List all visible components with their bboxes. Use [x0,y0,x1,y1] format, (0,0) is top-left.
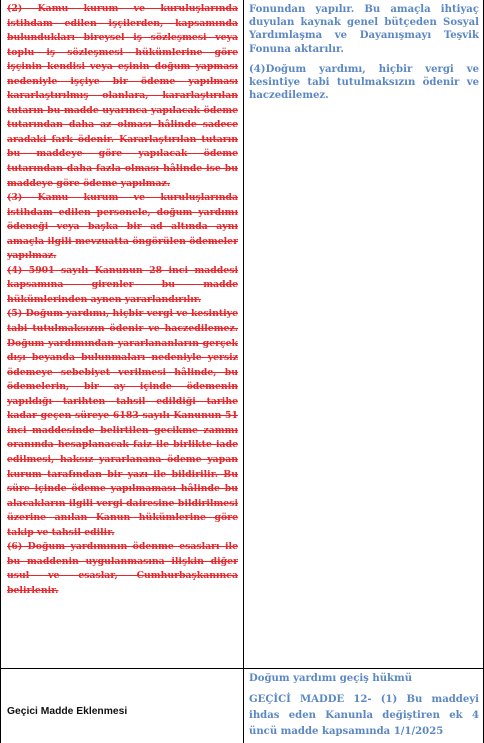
table-column-divider [243,0,244,743]
transitional-heading: Doğum yardımı geçiş hükmü [249,673,413,684]
transitional-provision-cell [249,672,479,743]
amended-paragraph-fund: Fonundan yapılır. Bu amaçla ihtiyaç duyulan kaynak genel bütçeden Sosyal Yardımlaşma ve Dayanışmayı Teşvik Fonuna aktarılır. [249,4,479,55]
amended-paragraph-4: (4)Doğum yardımı, hiçbir vergi ve kesintiye tabi tutulmaksızın ödenir ve haczedilemez. [249,63,479,102]
table-border-left [0,0,1,743]
table-row-divider [0,668,484,669]
deleted-paragraph-3: (3) Kamu kurum ve kuruluşlarında istihdam edilen personele, doğum yardımı ödeneği veya başka bir ad altında aynı amaçla ilgili mevzuatta öngörülen ödemeler yapılmaz. [7,192,238,262]
deleted-paragraph-4: (4) 5901 sayılı Kanunun 28 inci maddesi kapsamına girenler bu madde hükümlerinden aynen yararlandırılır. [7,264,238,305]
deleted-paragraph-2: (2) Kamu kurum ve kuruluşlarında istihdam edilen işçilerden, kapsamında bulundukları bireysel iş sözleşmesi veya toplu iş sözleşmesi hükümlerine göre işçinin kendisi veya eşinin doğum yapması nedeniyle işçiye bir ödeme yapılması kararlaştırılmış olanlara, kararlaştırılan tutarın bu madde uyarınca yapılacak ödeme tutarından daha az olması hâlinde sadece aradaki fark ödenir. Kararlaştırılan tutarın bu maddeye göre yapılacak ödeme tutarından daha fazla olması hâlinde ise bu maddeye göre ödeme yapılmaz. [7,3,238,189]
deleted-paragraph-6: (6) Doğum yardımının ödenme esasları ile bu maddenin uygulanmasına ilişkin diğer usul ve esaslar, Cumhurbaşkanınca belirlenir. [7,541,238,596]
amended-provisions-cell [249,3,479,663]
deleted-provisions-cell [7,2,238,666]
section-label: Geçici Madde Eklenmesi [7,706,128,717]
deleted-paragraph-5: (5) Doğum yardımı, hiçbir vergi ve kesintiye tabi tutulmaksızın ödenir ve haczedilemez. Doğum yardımından yararlananların gerçek dışı beyanda bulunmaları nedeniyle yersiz ödemeye sebebiyet verilmesi hâlinde, bu ödemelerin, bir ay içinde ödemenin yapıldığı tarihten tahsil edildiği tarihe kadar geçen süreye 6183 sayılı Kanunun 51 inci maddesinde belirtilen gecikme zammı oranında hesaplanacak faiz ile birlikte iade edilmesi, haksız yararlanana ödeme yapan kurum tarafından bir yazı ile bildirilir. Bu süre içinde ödeme yapılmaması hâlinde bu alacakların ilgili vergi dairesine bildirilmesi üzerine anılan Kanun hükümlerine göre takip ve tahsil edilir. [7,308,238,538]
transitional-article-text: GEÇİCİ MADDE 12- (1) Bu maddeyi ihdas eden Kanunla değiştiren ek 4 üncü madde kapsamında 1/1/2025 [249,694,479,738]
